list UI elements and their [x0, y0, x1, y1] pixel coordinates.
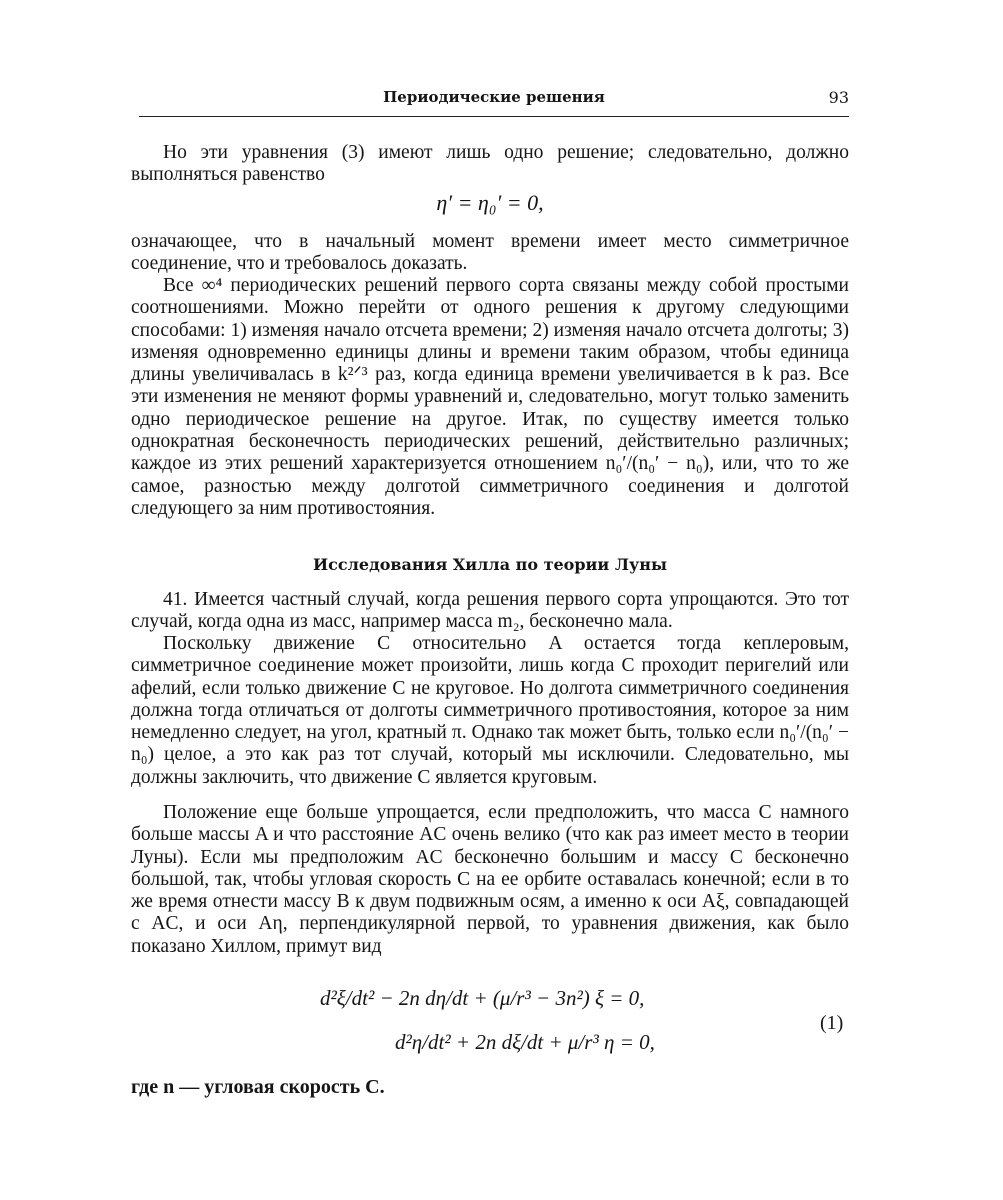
paragraph-2: означающее, что в начальный момент времени имеет место симметричное соединение, что и требовалось доказать. — [131, 231, 849, 275]
paragraph-1: Но эти уравнения (3) имеют лишь одно решение; следовательно, должно выполняться равенство — [131, 142, 849, 186]
paragraph-3: Все ∞⁴ периодических решений первого сорта связаны между собой простыми соотношениями. Можно перейти от одного решения к другому следующими способами: 1) изменяя начало отсчета времени; 2) изменяя начало отсчета долготы; 3) изменяя одновременно единицы длины и времени таким образом, чтобы единица длины увеличивалась в k²ᐟ³ раз, когда единица времени увеличивается в k раз. Все эти изменения не меняют формы уравнений и, следовательно, могут только заменить одно периодическое решение на другое. Итак, по существу имеется только однократная бесконечность периодических решений, действительно различных; каждое из этих решений характеризуется отношением n₀′/(n₀′ − n₀), или, что то же самое, разностью между долготой симметричного соединения и долготой следующего за ним противостояния. — [131, 275, 849, 519]
equation-number: (1) — [820, 1012, 844, 1034]
page-number: 93 — [828, 88, 849, 107]
paragraph-4: 41. Имеется частный случай, когда решения первого сорта упрощаются. Это тот случай, когда одна из масс, например масса m₂, бесконечно мала. — [131, 589, 849, 633]
closing-line: где n — угловая скорость C. — [131, 1076, 385, 1098]
paragraph-5: Поскольку движение C относительно A остается тогда кеплеровым, симметричное соединение может произойти, лишь когда C проходит перигелий или афелий, если только движение C не круговое. Но долгота симметричного соединения должна тогда отличаться от долготы симметричного противостояния, которое за ним немедленно следует, на угол, кратный π. Однако так может быть, только если n₀′/(n₀′ − n₀) целое, а это как раз тот случай, который мы исключили. Следовательно, мы должны заключить, что движение C является круговым. — [131, 633, 849, 788]
paragraph-6: Положение еще больше упрощается, если предположить, что масса C намного больше массы A и что расстояние AC очень велико (что как раз имеет место в теории Луны). Если мы предположим AC бесконечно большим и массу C бесконечно большой, так, чтобы угловая скорость C на ее орбите оставалась конечной; если в то же время отнести массу B к двум подвижным осям, а именно к оси Aξ, совпадающей с AC, и оси Aη, перпендикулярной первой, то уравнения движения, как было показано Хиллом, примут вид — [131, 802, 849, 957]
equation-symmetry: η′ = η₀′ = 0, — [436, 190, 544, 215]
equation-eta: d²η/dt² + 2n dξ/dt + μ/r³ η = 0, — [395, 1030, 655, 1054]
running-title: Периодические решения — [383, 88, 605, 106]
equation-xi: d²ξ/dt² − 2n dη/dt + (μ/r³ − 3n²) ξ = 0, — [320, 986, 645, 1010]
page-header — [139, 88, 849, 117]
section-heading: Исследования Хилла по теории Луны — [313, 555, 667, 574]
